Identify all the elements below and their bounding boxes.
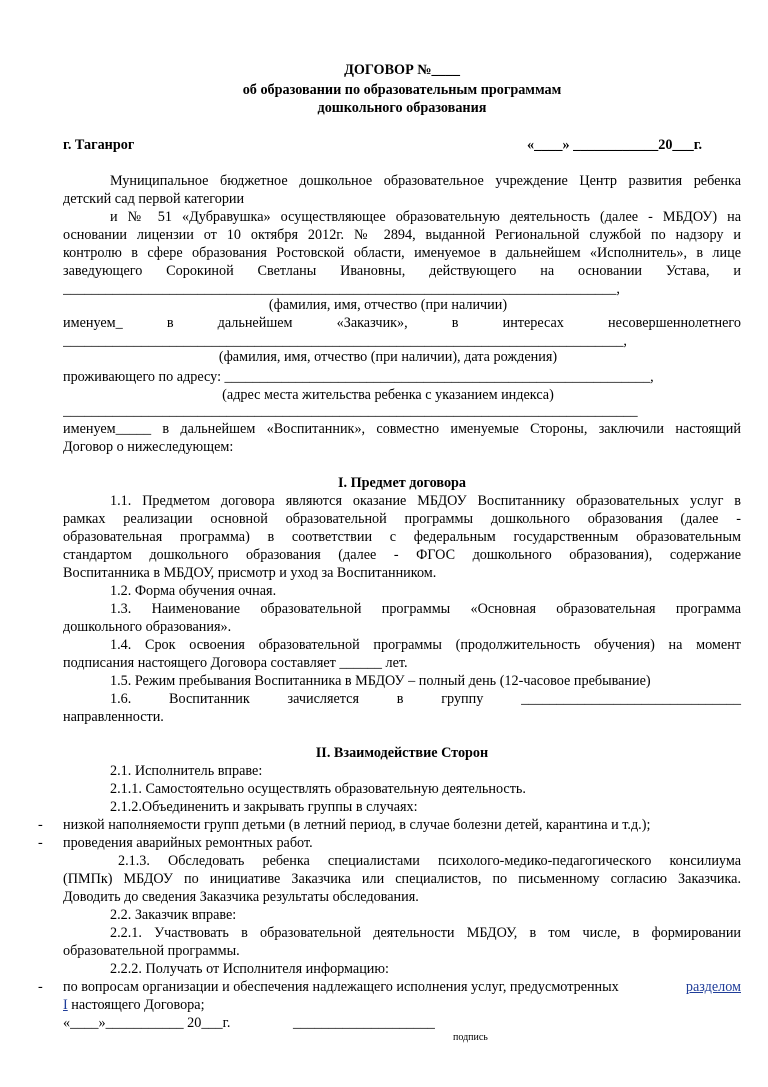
section-1-line: 1.6. Воспитанник зачисляется в группу _______________________________ <box>110 691 741 707</box>
section-1-line: образовательная программа) в соответствии с федеральным государственным образовательным <box>63 529 741 545</box>
section-1-line: 1.5. Режим пребывания Воспитанника в МБДОУ – полный день (12-часовое пребывание) <box>110 673 651 689</box>
place: г. Таганрог <box>63 137 135 153</box>
section-1-line: 1.1. Предметом договора являются оказание МБДОУ Воспитаннику образовательных услуг в <box>110 493 741 509</box>
preamble-line: заведующего Сорокиной Светланы Ивановны, действующего на основании Устава, и <box>63 263 741 279</box>
signature-line: ____________________ <box>293 1015 435 1031</box>
preamble-line: и № 51 «Дубравушка» осуществляющее образовательную деятельность (далее - МБДОУ) на <box>110 209 741 225</box>
place-date-row <box>63 136 741 154</box>
signature-caption: подпись <box>453 1032 488 1043</box>
footer-date: «____»___________ 20___г. <box>63 1015 231 1031</box>
contract-subtitle-1: об образовании по образовательным программам <box>242 82 562 98</box>
contract-subtitle-2: дошкольного образования <box>317 100 487 116</box>
address-caption: (адрес места жительства ребенка с указанием индекса) <box>222 387 554 403</box>
section-1-line: стандартом дошкольного образования (далее - ФГОС дошкольного образования), содержание <box>63 547 741 563</box>
section-2-line: (ПМПк) МБДОУ по инициативе Заказчика или специалистов, по письменному согласию Заказчика. <box>63 871 741 887</box>
section-1-line: 1.2. Форма обучения очная. <box>110 583 277 599</box>
section-1-line: 1.4. Срок освоения образовательной программы (продолжительность обучения) на момент <box>110 637 741 653</box>
section-2-line: 2.2. Заказчик вправе: <box>110 907 237 923</box>
preamble-line: именуем_ в дальнейшем «Заказчик», в интересах несовершеннолетнего <box>63 315 741 331</box>
preamble-line: основании лицензии от 10 октября 2012г. № 2894, выданной Региональной службой по надзору и <box>63 227 741 243</box>
section-1-heading: I. Предмет договора <box>337 475 467 491</box>
preamble-line: именуем_____ в дальнейшем «Воспитанник», совместно именуемые Стороны, заключили настоящий <box>63 421 741 437</box>
section-link-roman[interactable]: I <box>63 997 68 1013</box>
preamble-line: детский сад первой категории <box>63 191 245 207</box>
section-2-line: 2.1.2.Объединенить и закрывать группы в случаях: <box>110 799 418 815</box>
preamble-line: контролю в сфере образования Ростовской области, именуемое в дальнейшем «Исполнитель», в лице <box>63 245 741 261</box>
section-1-line: рамках реализации основной образовательной программы дошкольного образования (далее - <box>63 511 741 527</box>
section-2-line: 2.2.1. Участвовать в образовательной деятельности МБДОУ, в том числе, в формировании <box>110 925 741 941</box>
section-2-line: 2.1.1. Самостоятельно осуществлять образовательную деятельность. <box>110 781 526 797</box>
bullet-dash: - <box>38 817 43 833</box>
section-2-text: настоящего Договора; <box>71 997 205 1013</box>
section-1-line: дошкольного образования». <box>63 619 232 635</box>
section-2-line: образовательной программы. <box>63 943 240 959</box>
contract-date: «____» ____________20___г. <box>527 137 703 153</box>
bullet-text: по вопросам организации и обеспечения надлежащего исполнения услуг, предусмотренных <box>63 979 619 995</box>
section-2-heading: II. Взаимодействие Сторон <box>315 745 489 761</box>
section-1-line: 1.3. Наименование образовательной программы «Основная образовательная программа <box>110 601 741 617</box>
child-name-blank: _______________________________________________________________________________, <box>63 333 627 349</box>
address-blank: проживающего по адресу: ____________________________________________________________, <box>63 369 654 385</box>
child-name-caption: (фамилия, имя, отчество (при наличии), дата рождения) <box>218 349 558 365</box>
customer-name-blank: ______________________________________________________________________________, <box>63 281 620 297</box>
preamble-line: Договор о нижеследующем: <box>63 439 234 455</box>
section-2-line <box>63 996 741 1014</box>
section-1-line: Воспитанника в МБДОУ, присмотр и уход за Воспитанником. <box>63 565 437 581</box>
preamble-line: Муниципальное бюджетное дошкольное образовательное учреждение Центр развития ребенка <box>110 173 741 189</box>
contract-title: ДОГОВОР №____ <box>344 62 460 78</box>
address-blank-2: _________________________________________________________________________________ <box>63 403 638 419</box>
section-link[interactable]: разделом <box>685 979 741 995</box>
section-2-line: 2.2.2. Получать от Исполнителя информацию: <box>110 961 389 977</box>
section-2-line: 2.1.3. Обследовать ребенка специалистами психолого-медико-педагогического консилиума <box>118 853 741 869</box>
bullet-dash: - <box>38 979 43 995</box>
section-2-line: Доводить до сведения Заказчика результаты обследования. <box>63 889 419 905</box>
section-2-bullet: проведения аварийных ремонтных работ. <box>63 835 313 851</box>
section-2-bullet: низкой наполняемости групп детьми (в летний период, в случае болезни детей, карантина и т.д.); <box>63 817 651 833</box>
section-2-bullet <box>63 978 741 996</box>
section-1-line: направленности. <box>63 709 164 725</box>
bullet-dash: - <box>38 835 43 851</box>
section-2-line: 2.1. Исполнитель вправе: <box>110 763 263 779</box>
section-1-line: подписания настоящего Договора составляет ______ лет. <box>63 655 408 671</box>
customer-name-caption: (фамилия, имя, отчество (при наличии) <box>268 297 508 313</box>
